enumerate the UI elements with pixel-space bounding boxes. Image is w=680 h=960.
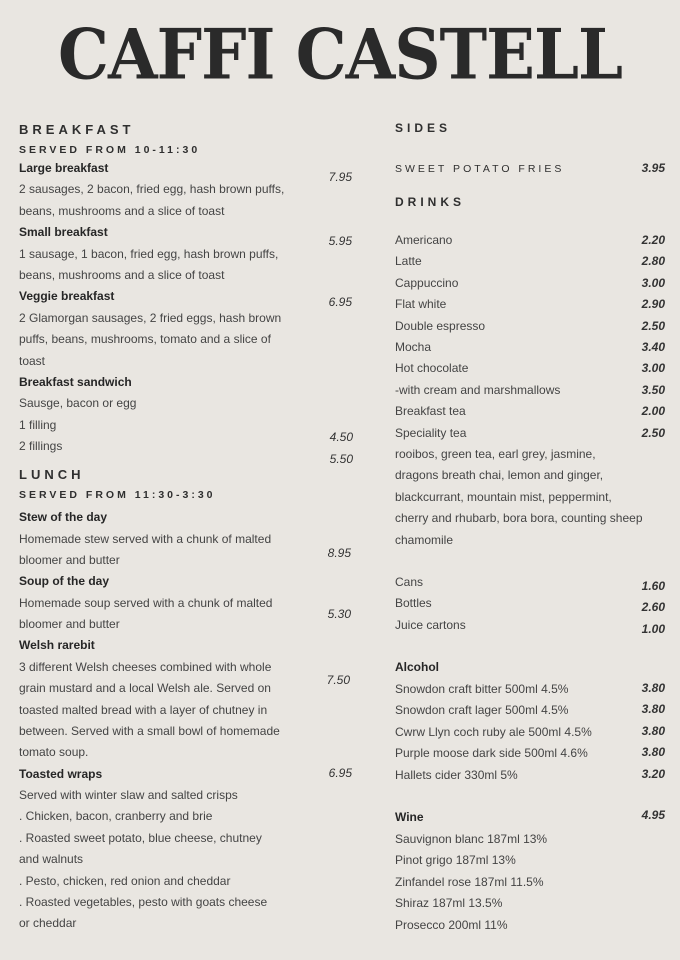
soup-desc: Homemade soup served with a chunk of malted: [19, 596, 273, 610]
alcohol-item-price: 3.80: [641, 724, 665, 738]
alcohol-item-name: Snowdon craft bitter 500ml 4.5%: [395, 682, 569, 696]
cold-drink-name: Cans: [395, 575, 424, 589]
veggie-breakfast-price: 6.95: [328, 295, 352, 309]
hot-drink-price: 3.50: [641, 383, 665, 397]
cold-drink-name: Juice cartons: [395, 618, 466, 632]
hot-drink-price: 2.00: [641, 404, 665, 418]
wine-item-name: Prosecco 200ml 11%: [395, 918, 508, 932]
cold-drink-name: Bottles: [395, 596, 432, 610]
hot-drink-price: 3.00: [641, 361, 665, 375]
wine-item-name: Sauvignon blanc 187ml 13%: [395, 832, 548, 846]
hot-drink-name: Breakfast tea: [395, 404, 466, 418]
sweet-potato-fries-price: 3.95: [641, 161, 665, 175]
soup-desc: bloomer and butter: [19, 617, 120, 631]
stew-price: 8.95: [327, 546, 351, 560]
breakfast-served-time: SERVED FROM 10-11:30: [19, 144, 201, 156]
alcohol-item-price: 3.80: [641, 702, 665, 716]
wrap-option: . Roasted vegetables, pesto with goats cheese: [19, 895, 268, 909]
lunch-served-time: SERVED FROM 11:30-3:30: [19, 489, 216, 501]
wrap-option: . Pesto, chicken, red onion and cheddar: [19, 874, 231, 888]
soup-price: 5.30: [327, 607, 351, 621]
small-breakfast-desc: beans, mushrooms and a slice of toast: [19, 268, 225, 282]
alcohol-item-name: Purple moose dark side 500ml 4.6%: [395, 746, 588, 760]
tea-variety-name: dragons breath chai, lemon and ginger,: [395, 468, 604, 482]
wine-item-name: Zinfandel rose 187ml 11.5%: [395, 875, 544, 889]
hot-drink-name: Speciality tea: [395, 426, 467, 440]
wrap-option: or cheddar: [19, 916, 77, 930]
hot-drink-name: Hot chocolate: [395, 361, 469, 375]
stew-desc: Homemade stew served with a chunk of malted: [19, 532, 272, 546]
drinks-heading: DRINKS: [395, 195, 466, 209]
hot-drink-name: -with cream and marshmallows: [395, 383, 561, 397]
wrap-option: . Roasted sweet potato, blue cheese, chutney: [19, 831, 262, 845]
hot-drink-price: 2.20: [641, 233, 665, 247]
hot-drink-name: Flat white: [395, 297, 447, 311]
alcohol-item-name: Snowdon craft lager 500ml 4.5%: [395, 703, 569, 717]
breakfast-sandwich-name: Breakfast sandwich: [19, 375, 132, 389]
alcohol-item-price: 3.80: [641, 745, 665, 759]
veggie-breakfast-desc: puffs, beans, mushrooms, tomato and a slice of: [19, 332, 271, 346]
hot-drink-name: Cappuccino: [395, 276, 459, 290]
sandwich-price-2: 5.50: [329, 452, 353, 466]
wraps-price: 6.95: [328, 766, 352, 780]
rarebit-desc: toasted malted bread with a layer of chutney in: [19, 703, 268, 717]
sandwich-option-1: 1 filling: [19, 418, 57, 432]
hot-drink-price: 3.00: [641, 276, 665, 290]
small-breakfast-price: 5.95: [328, 234, 352, 248]
alcohol-heading: Alcohol: [395, 660, 439, 674]
rarebit-desc: grain mustard and a local Welsh ale. Served on: [19, 681, 271, 695]
tea-variety-name: cherry and rhubarb, bora bora, counting sheep: [395, 511, 643, 525]
veggie-breakfast-name: Veggie breakfast: [19, 289, 115, 303]
alcohol-item-price: 3.80: [641, 681, 665, 695]
cold-drink-price: 1.00: [641, 622, 665, 636]
wraps-name: Toasted wraps: [19, 767, 103, 781]
rarebit-price: 7.50: [326, 673, 350, 687]
stew-name: Stew of the day: [19, 510, 108, 524]
lunch-heading: LUNCH: [19, 467, 85, 482]
cold-drink-price: 1.60: [641, 579, 665, 593]
veggie-breakfast-desc: toast: [19, 354, 46, 368]
breakfast-heading: BREAKFAST: [19, 122, 135, 137]
stew-desc: bloomer and butter: [19, 553, 120, 567]
small-breakfast-desc: 1 sausage, 1 bacon, fried egg, hash brown puffs,: [19, 247, 279, 261]
breakfast-sandwich-desc: Sausge, bacon or egg: [19, 396, 137, 410]
wraps-desc: Served with winter slaw and salted crisps: [19, 788, 238, 802]
hot-drink-price: 2.90: [641, 297, 665, 311]
wine-price: 4.95: [641, 808, 665, 822]
sweet-potato-fries: SWEET POTATO FRIES: [395, 163, 565, 175]
veggie-breakfast-desc: 2 Glamorgan sausages, 2 fried eggs, hash brown: [19, 311, 282, 325]
hot-drink-name: Double espresso: [395, 319, 486, 333]
rarebit-desc: 3 different Welsh cheeses combined with whole: [19, 660, 272, 674]
alcohol-item-name: Hallets cider 330ml 5%: [395, 768, 518, 782]
small-breakfast-name: Small breakfast: [19, 225, 108, 239]
wine-heading: Wine: [395, 810, 424, 824]
page-title: CAFFI CASTELL: [58, 15, 622, 96]
soup-name: Soup of the day: [19, 574, 109, 588]
alcohol-item-price: 3.20: [641, 767, 665, 781]
tea-variety-name: chamomile: [395, 533, 454, 547]
rarebit-name: Welsh rarebit: [19, 638, 95, 652]
large-breakfast-desc: 2 sausages, 2 bacon, fried egg, hash brown puffs,: [19, 182, 285, 196]
large-breakfast-price: 7.95: [328, 170, 352, 184]
wrap-option: . Chicken, bacon, cranberry and brie: [19, 809, 213, 823]
hot-drink-name: Latte: [395, 254, 422, 268]
alcohol-item-name: Cwrw Llyn coch ruby ale 500ml 4.5%: [395, 725, 592, 739]
cold-drink-price: 2.60: [641, 600, 665, 614]
sides-heading: SIDES: [395, 121, 452, 135]
hot-drink-name: Americano: [395, 233, 453, 247]
rarebit-desc: between. Served with a small bowl of homemade: [19, 724, 280, 738]
large-breakfast-name: Large breakfast: [19, 161, 109, 175]
sandwich-option-2: 2 fillings: [19, 439, 63, 453]
hot-drink-price: 2.50: [641, 426, 665, 440]
hot-drink-price: 2.80: [641, 254, 665, 268]
hot-drink-price: 3.40: [641, 340, 665, 354]
sandwich-price-1: 4.50: [329, 430, 353, 444]
tea-variety-name: blackcurrant, mountain mist, peppermint,: [395, 490, 612, 504]
hot-drink-price: 2.50: [641, 319, 665, 333]
rarebit-desc: tomato soup.: [19, 745, 89, 759]
hot-drink-name: Mocha: [395, 340, 432, 354]
large-breakfast-desc: beans, mushrooms and a slice of toast: [19, 204, 225, 218]
wine-item-name: Shiraz 187ml 13.5%: [395, 896, 503, 910]
tea-variety-name: rooibos, green tea, earl grey, jasmine,: [395, 447, 596, 461]
wine-item-name: Pinot grigo 187ml 13%: [395, 853, 516, 867]
wrap-option: and walnuts: [19, 852, 84, 866]
